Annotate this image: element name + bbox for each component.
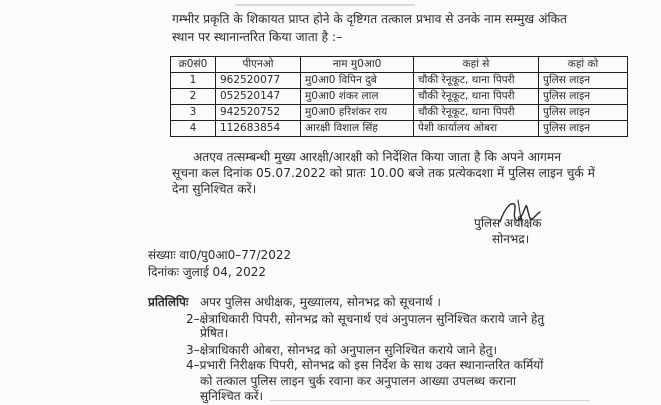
- signature-block: [470, 196, 590, 246]
- cell-serial: 1: [171, 73, 216, 89]
- cell-name: मु0आ0 हरिशंकर राय: [301, 105, 414, 121]
- copy-item-4-cont-2: सुनिश्चित करें।: [200, 389, 264, 403]
- cell-pno: 052520147: [216, 89, 301, 105]
- copy-item-2-cont: प्रेषित।: [200, 326, 229, 340]
- col-pno-header: पीएनओ: [216, 57, 301, 73]
- copy-to-label: प्रतिलिपिः: [148, 295, 189, 309]
- intro-line-2: स्थान पर स्थानान्तरित किया जाता है :–: [172, 30, 343, 44]
- signatory-title: पुलिस अधीक्षक: [474, 216, 542, 230]
- cell-to: पुलिस लाइन: [539, 73, 628, 89]
- transfer-table: [170, 56, 628, 137]
- next-line-remnant: [270, 400, 590, 405]
- copy-item-1: अपर पुलिस अधीक्षक, मुख्यालय, सोनभद्र को सूचनार्थ ।: [200, 295, 441, 309]
- col-from-header: कहां से: [414, 57, 539, 73]
- reference-date: दिनांकः जुलाई 04, 2022: [148, 265, 266, 279]
- cell-pno: 942520752: [216, 105, 301, 121]
- copy-item-4-cont: को तत्काल पुलिस लाइन चुर्क रवाना कर अनुपालन आख्या उपलब्ध कराना: [200, 374, 516, 388]
- previous-line-remnant: [235, 0, 415, 6]
- body-line-2: सूचना कल दिनांक 05.07.2022 को प्रातः 10.00 बजे तक प्रत्येकदशा में पुलिस लाइन चुर्क में: [172, 166, 595, 180]
- copy-item-2: 2–क्षेत्राधिकारी पिपरी, सोनभद्र को सूचनार्थ एवं अनुपालन सुनिश्चित कराये जाने हेतु: [186, 312, 545, 326]
- cell-serial: 4: [171, 121, 216, 137]
- cell-name: मु0आ0 विपिन दुबे: [301, 73, 414, 89]
- cell-from: पेशी कार्यालय ओबरा: [414, 121, 539, 137]
- cell-to: पुलिस लाइन: [539, 89, 628, 105]
- col-name-header: नाम मु0आ0: [301, 57, 414, 73]
- cell-from: चौकी रेनूकूट, थाना पिपरी: [414, 89, 539, 105]
- signatory-place: सोनभद्र।: [492, 232, 530, 246]
- table-row: [171, 121, 628, 137]
- cell-name: मु0आ0 शंकर लाल: [301, 89, 414, 105]
- intro-line-1: गम्भीर प्रकृति के शिकायत प्राप्त होने के दृष्टिगत तत्काल प्रभाव से उनके नाम सम्मुख अंकित: [172, 12, 567, 26]
- cell-to: पुलिस लाइन: [539, 121, 628, 137]
- reference-number: संख्याः वा0/पु0आ0–77/2022: [148, 248, 292, 262]
- copy-item-4: 4–प्रभारी निरीक्षक पिपरी, सोनभद्र को इस निर्देश के साथ उक्त स्थानान्तरित कर्मियों: [186, 358, 544, 372]
- cell-serial: 2: [171, 89, 216, 105]
- cell-from: चौकी रेनूकूट, थाना पिपरी: [414, 105, 539, 121]
- col-serial-header: क्र0सं0: [171, 57, 216, 73]
- cell-pno: 962520077: [216, 73, 301, 89]
- cell-from: चौकी रेनूकूट, थाना पिपरी: [414, 73, 539, 89]
- table-row: [171, 89, 628, 105]
- copy-item-3: 3–क्षेत्राधिकारी ओबरा, सोनभद्र को अनुपालन सुनिश्चित कराये जाने हेतु।: [186, 343, 498, 357]
- cell-to: पुलिस लाइन: [539, 105, 628, 121]
- table-row: [171, 73, 628, 89]
- body-line-1: अतएव तत्सम्बन्धी मुख्य आरक्षी/आरक्षी को निर्देशित किया जाता है कि अपने आगमन: [193, 150, 561, 164]
- cell-serial: 3: [171, 105, 216, 121]
- col-to-header: कहां को: [539, 57, 628, 73]
- cell-name: आरक्षी विशाल सिंह: [301, 121, 414, 137]
- cell-pno: 112683854: [216, 121, 301, 137]
- body-line-3: देना सुनिश्चित करें।: [172, 182, 257, 196]
- table-header-row: [171, 57, 628, 73]
- table-row: [171, 105, 628, 121]
